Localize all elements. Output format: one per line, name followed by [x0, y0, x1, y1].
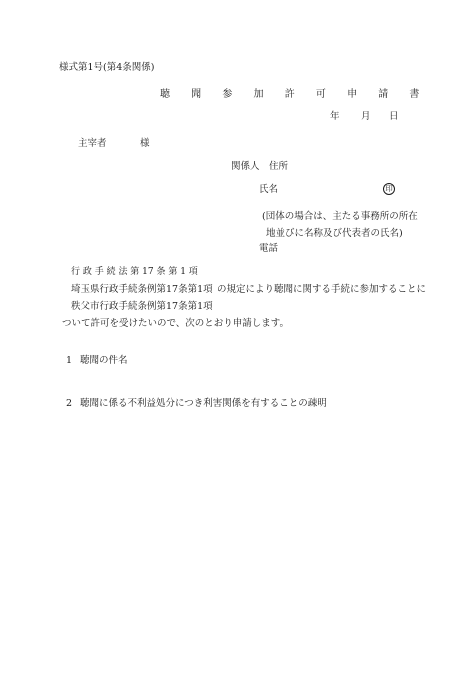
- applicant-phone-label: 電話: [259, 243, 279, 254]
- basis-text-line1: の規定により聴聞に関する手続に参加することに: [217, 284, 427, 295]
- date-year-label: 年: [330, 111, 340, 122]
- basis-law-national: 行 政 手 続 法 第 17 条 第 1 項: [71, 267, 198, 277]
- basis-text-line2: ついて許可を受けたいので、次のとおり申請します。: [62, 318, 290, 329]
- organization-note-line2: 地並びに名称及び代表者の氏名): [266, 228, 403, 239]
- item-1-number: 1: [66, 355, 73, 366]
- applicant-address-label: 関係人 住所: [231, 161, 289, 172]
- item-2-label: 聴聞に係る不利益処分につき利害関係を有することの疎明: [80, 398, 327, 409]
- organization-note-line1: (団体の場合は、主たる事務所の所在: [262, 211, 418, 222]
- date-month-label: 月: [361, 111, 371, 122]
- organizer-honorific: 様: [140, 138, 150, 149]
- item-1-label: 聴聞の件名: [80, 355, 128, 366]
- organizer-label: 主宰者: [78, 138, 107, 149]
- basis-law-prefecture: 埼玉県行政手続条例第17条第1項: [71, 284, 213, 295]
- basis-law-city: 秩父市行政手続条例第17条第1項: [71, 301, 213, 312]
- date-day-label: 日: [389, 111, 399, 122]
- applicant-name-label: 氏名: [259, 184, 279, 195]
- date-line: [330, 111, 410, 123]
- seal-mark: 印: [383, 183, 395, 195]
- form-title: 聴 聞 参 加 許 可 申 請 書: [160, 89, 429, 100]
- form-number: 様式第1号(第4条関係): [59, 62, 155, 73]
- item-2-number: 2: [66, 398, 73, 409]
